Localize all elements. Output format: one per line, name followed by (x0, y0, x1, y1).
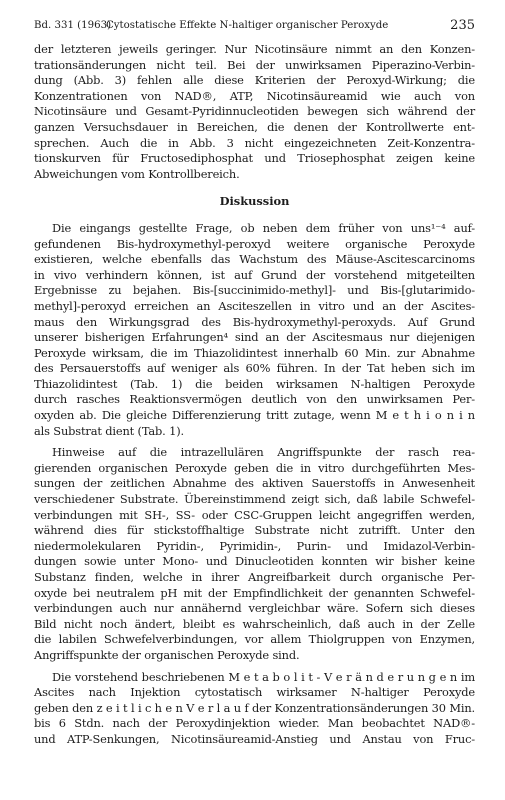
text-line: sungen der zeitlichen Abnahme des aktiven Sauerstoffs in Anwesenheit (34, 476, 475, 491)
text-line: Abweichungen vom Kontrollbereich. (34, 166, 240, 181)
paragraph-discussion-3 (34, 670, 475, 748)
text-line: Peroxyde wirksam, die im Thiazolidintest innerhalb 60 Min. zur Abnahme (34, 345, 475, 360)
page-number: 235 (450, 18, 475, 33)
text-line: gefundenen Bis-hydroxymethyl-peroxyd weitere organische Peroxyde (34, 236, 475, 251)
text-line: geben den z e i t l i c h e n V e r l a u f der Konzentrationsänderungen 30 Min. (34, 700, 475, 715)
text-line: unserer bisherigen Erfahrungen⁴ sind an der Ascitesmaus nur diejenigen (34, 330, 475, 345)
text-line: Thiazolidintest (Tab. 1) die beiden wirksamen N-haltigen Peroxyde (34, 376, 475, 391)
text-line: und ATP-Senkungen, Nicotinsäureamid-Anstieg und Anstau von Fruc- (34, 731, 475, 746)
text-line: Hinweise auf die intrazellulären Angriffspunkte der rasch rea- (52, 445, 475, 460)
text-line: methyl]-peroxyd erreichen an Asciteszellen in vitro und an der Ascites- (34, 298, 475, 313)
text-line: die labilen Schwefelverbindungen, vor allem Thiolgruppen von Enzymen, (34, 632, 475, 647)
text-line: Bild nicht noch ändert, bleibt es wahrscheinlich, daß auch in der Zelle (34, 616, 475, 631)
text-line: Konzentrationen von NAD®, ATP, Nicotinsäureamid wie auch von (34, 88, 475, 103)
body-text (34, 42, 475, 748)
section-heading: Diskussion (219, 194, 290, 209)
text-line: bis 6 Stdn. nach der Peroxydinjektion wieder. Man beobachtet NAD®- (34, 716, 475, 731)
text-line: oxyde bei neutralem pH mit der Empfindlichkeit der genannten Schwefel- (34, 585, 475, 600)
text-line: Die vorstehend beschriebenen M e t a b o l i t - V e r ä n d e r u n g e n im (52, 669, 475, 684)
text-line: oxyden ab. Die gleiche Differenzierung tritt zutage, wenn M e t h i o n i n (34, 408, 475, 423)
paragraph-results-continued (34, 42, 475, 182)
text-line: sprechen. Auch die in Abb. 3 nicht eingezeichneten Zeit-Konzentra- (34, 135, 475, 150)
running-head (34, 18, 475, 34)
journal-volume: Bd. 331 (1963) (34, 20, 112, 31)
text-line: ganzen Versuchsdauer in Bereichen, die denen der Kontrollwerte ent- (34, 119, 475, 134)
text-line: der letzteren jeweils geringer. Nur Nicotinsäure nimmt an den Konzen- (34, 42, 475, 56)
text-line: dung (Abb. 3) fehlen alle diese Kriterien der Peroxyd-Wirkung; die (34, 73, 475, 88)
article-short-title: Cytostatische Effekte N-haltiger organischer Peroxyde (106, 20, 389, 31)
text-line: während dies für stickstoffhaltige Substrate nicht zutrifft. Unter den (34, 523, 475, 538)
text-line: verbindungen mit SH-, SS- oder CSC-Gruppen leicht angegriffen werden, (34, 507, 475, 522)
paragraph-discussion-1 (34, 221, 475, 439)
text-line: Die eingangs gestellte Frage, ob neben dem früher von uns¹⁻⁴ auf- (52, 220, 475, 235)
text-line: trationsänderungen nicht teil. Bei der unwirksamen Piperazino-Verbin- (34, 57, 475, 72)
text-line: existieren, welche ebenfalls das Wachstum des Mäuse-Ascitescarcinoms (34, 252, 475, 267)
text-line: als Substrat dient (Tab. 1). (34, 423, 184, 438)
paragraph-discussion-2 (34, 445, 475, 663)
text-line: maus den Wirkungsgrad des Bis-hydroxymethyl-peroxyds. Auf Grund (34, 314, 475, 329)
text-line: Ergebnisse zu bejahen. Bis-[succinimido-methyl]- und Bis-[glutarimido- (34, 283, 475, 298)
text-line: niedermolekularen Pyridin-, Pyrimidin-, Purin- und Imidazol-Verbin- (34, 538, 475, 553)
text-line: verschiedener Substrate. Übereinstimmend zeigt sich, daß labile Schwefel- (34, 492, 475, 507)
text-line: Substanz finden, welche in ihrer Angreifbarkeit durch organische Per- (34, 570, 475, 584)
text-line: tionskurven für Fructosediphosphat und Triosephosphat zeigen keine (34, 151, 475, 166)
text-line: Nicotinsäure und Gesamt-Pyridinnucleotiden bewegen sich während der (34, 104, 475, 119)
text-line: durch rasches Reaktionsvermögen deutlich von den unwirksamen Per- (34, 392, 475, 407)
text-line: Ascites nach Injektion cytostatisch wirksamer N-haltiger Peroxyde (34, 685, 475, 700)
text-line: in vivo verhindern können, ist auf Grund der vorstehend mitgeteilten (34, 267, 475, 282)
text-line: des Persauerstoffs auf weniger als 60% führen. In der Tat heben sich im (34, 361, 475, 376)
text-line: verbindungen auch nur annähernd vergleichbar wäre. Sofern sich dieses (34, 601, 475, 616)
text-line: dungen sowie unter Mono- und Dinucleotiden konnten wir bisher keine (34, 554, 475, 569)
text-line: gierenden organischen Peroxyde geben die in vitro durchgeführten Mes- (34, 460, 475, 475)
text-line: Angriffspunkte der organischen Peroxyde sind. (34, 647, 300, 662)
